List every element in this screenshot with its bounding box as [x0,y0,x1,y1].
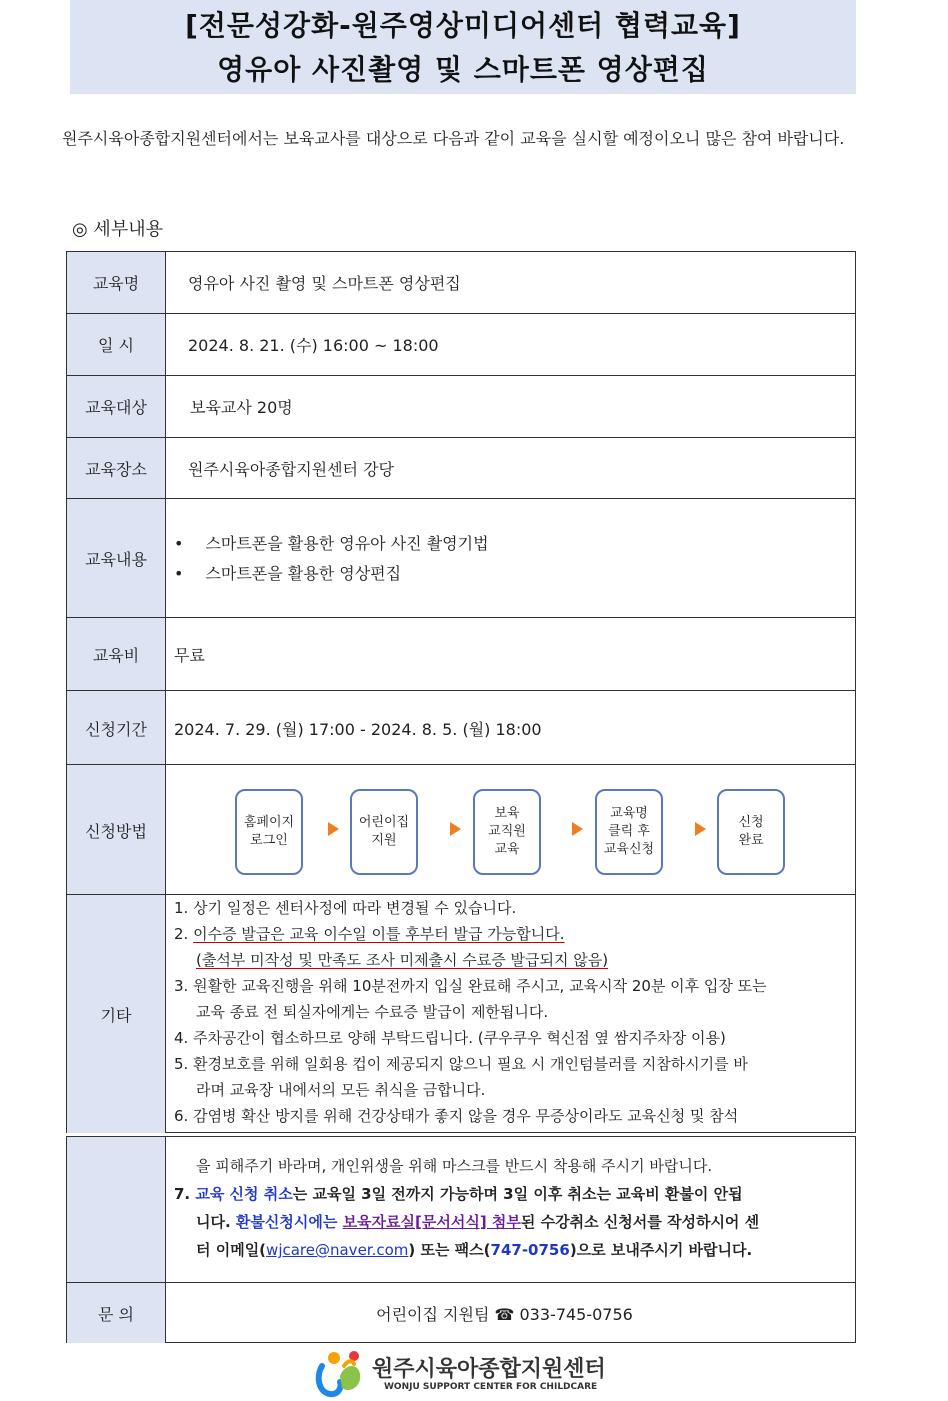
note-7: 7. 교육 신청 취소는 교육일 3일 전까지 가능하며 3일 이후 취소는 교육비 환불이 안됩 [174,1185,743,1203]
value-contact: 어린이집 지원팀 ☎ 033-745-0756 [376,1304,633,1324]
note-3-cont: 교육 종료 전 퇴실자에게는 수료증 발급이 제한됩니다. [196,1003,549,1021]
step-daycare-support: 어린이집 지원 [350,789,418,875]
value-place: 원주시육아종합지원센터 강당 [188,460,395,479]
title-line-1: [전문성강화-원주영상미디어센터 협력교육] [185,9,741,42]
note-3: 3. 원활한 교육진행을 위해 10분전까지 입실 완료해 주시고, 교육시작 20분 이후 입장 또는 [174,977,767,995]
step-staff-education: 보육 교직원 교육 [473,789,541,875]
arrow-right-icon [328,822,339,836]
footer-org-name-en: WONJU SUPPORT CENTER FOR CHILDCARE [384,1382,598,1392]
value-content [166,499,855,618]
label-course-name: 교육명 [67,252,166,313]
note-2-detail: (출석부 미작성 및 만족도 조사 미제출시 수료증 발급되지 않음) [196,951,609,969]
note-2: 2. 이수증 발급은 교육 이수일 이틀 후부터 발급 가능합니다. [174,925,565,943]
detail-table-continued [66,1136,856,1343]
row-contact [67,1282,855,1343]
footer-logo [314,1346,606,1398]
label-period: 신청기간 [67,691,166,765]
email-link[interactable]: wjcare@naver.com [266,1241,409,1259]
value-etc-continued [166,1137,855,1282]
row-fee [67,617,855,691]
note-5-cont: 라며 교육장 내에서의 모든 취식을 금합니다. [196,1081,486,1099]
step-homepage-login: 홈페이지 로그인 [235,789,303,875]
step-complete: 신청 완료 [717,789,785,875]
value-method [166,765,855,895]
note-7-contact: 터 이메일(wjcare@naver.com) 또는 팩스(747-0756)으로 보내주시기 바랍니다. [196,1241,753,1259]
note-1: 1. 상기 일정은 센터사정에 따라 변경될 수 있습니다. [174,899,517,917]
value-period: 2024. 7. 29. (월) 17:00 - 2024. 8. 5. (월) 18:00 [174,719,542,739]
attachment-link[interactable]: 보육자료실[문서서식] 첨부 [342,1213,521,1231]
note-7-cont: 니다. 환불신청시에는 보육자료실[문서서식] 첨부된 수강취소 신청서를 작성하시어 센 [196,1213,760,1231]
title-line-2: 영유아 사진촬영 및 스마트폰 영상편집 [217,53,709,86]
row-method [67,764,855,895]
step-course-apply: 교육명 클릭 후 교육신청 [595,789,663,875]
note-6-cont: 을 피해주기 바라며, 개인위생을 위해 마스크를 반드시 착용해 주시기 바랍니다. [196,1157,713,1175]
arrow-right-icon [572,822,583,836]
value-date: 2024. 8. 21. (수) 16:00 ~ 18:00 [188,336,439,355]
value-target: 보육교사 20명 [190,398,293,417]
label-target: 교육대상 [67,376,166,437]
value-fee: 무료 [174,646,205,665]
intro-text: 원주시육아종합지원센터에서는 보육교사를 대상으로 다음과 같이 교육을 실시할 예정이오니 많은 참여 바랍니다. [62,129,845,148]
label-method: 신청방법 [67,765,166,895]
value-course-name: 영유아 사진 촬영 및 스마트폰 영상편집 [188,274,461,293]
note-4: 4. 주차공간이 협소하므로 양해 부탁드립니다. (쿠우쿠우 혁신점 옆 쌈지주차장 이용) [174,1029,726,1047]
content-item: • 스마트폰을 활용한 영상편집 [174,564,402,583]
note-5: 5. 환경보호를 위해 일회용 컵이 제공되지 않으니 필요 시 개인텀블러를 지참하시기를 바 [174,1055,748,1073]
label-contact: 문 의 [67,1283,166,1343]
label-date: 일 시 [67,314,166,375]
row-etc-continued [67,1137,855,1282]
row-content [67,498,855,618]
label-place: 교육장소 [67,438,166,499]
row-place [67,437,855,499]
detail-table [66,251,856,1133]
center-logo-icon [314,1346,364,1398]
row-course-name [67,252,855,313]
row-date [67,313,855,375]
row-etc [67,894,855,1133]
label-fee: 교육비 [67,618,166,691]
row-target [67,375,855,437]
arrow-right-icon [450,822,461,836]
row-period [67,690,855,765]
section-title: ◎ 세부내용 [72,219,163,240]
value-etc [166,895,855,1133]
label-content: 교육내용 [67,499,166,618]
title-banner [70,0,856,94]
label-etc-blank [67,1137,166,1282]
footer-org-name: 원주시육아종합지원센터 [372,1357,606,1382]
note-6: 6. 감염병 확산 방지를 위해 건강상태가 좋지 않을 경우 무증상이라도 교육신청 및 참석 [174,1107,739,1125]
label-etc: 기타 [67,895,166,1133]
arrow-right-icon [695,822,706,836]
content-item: • 스마트폰을 활용한 영유아 사진 촬영기법 [174,534,489,553]
